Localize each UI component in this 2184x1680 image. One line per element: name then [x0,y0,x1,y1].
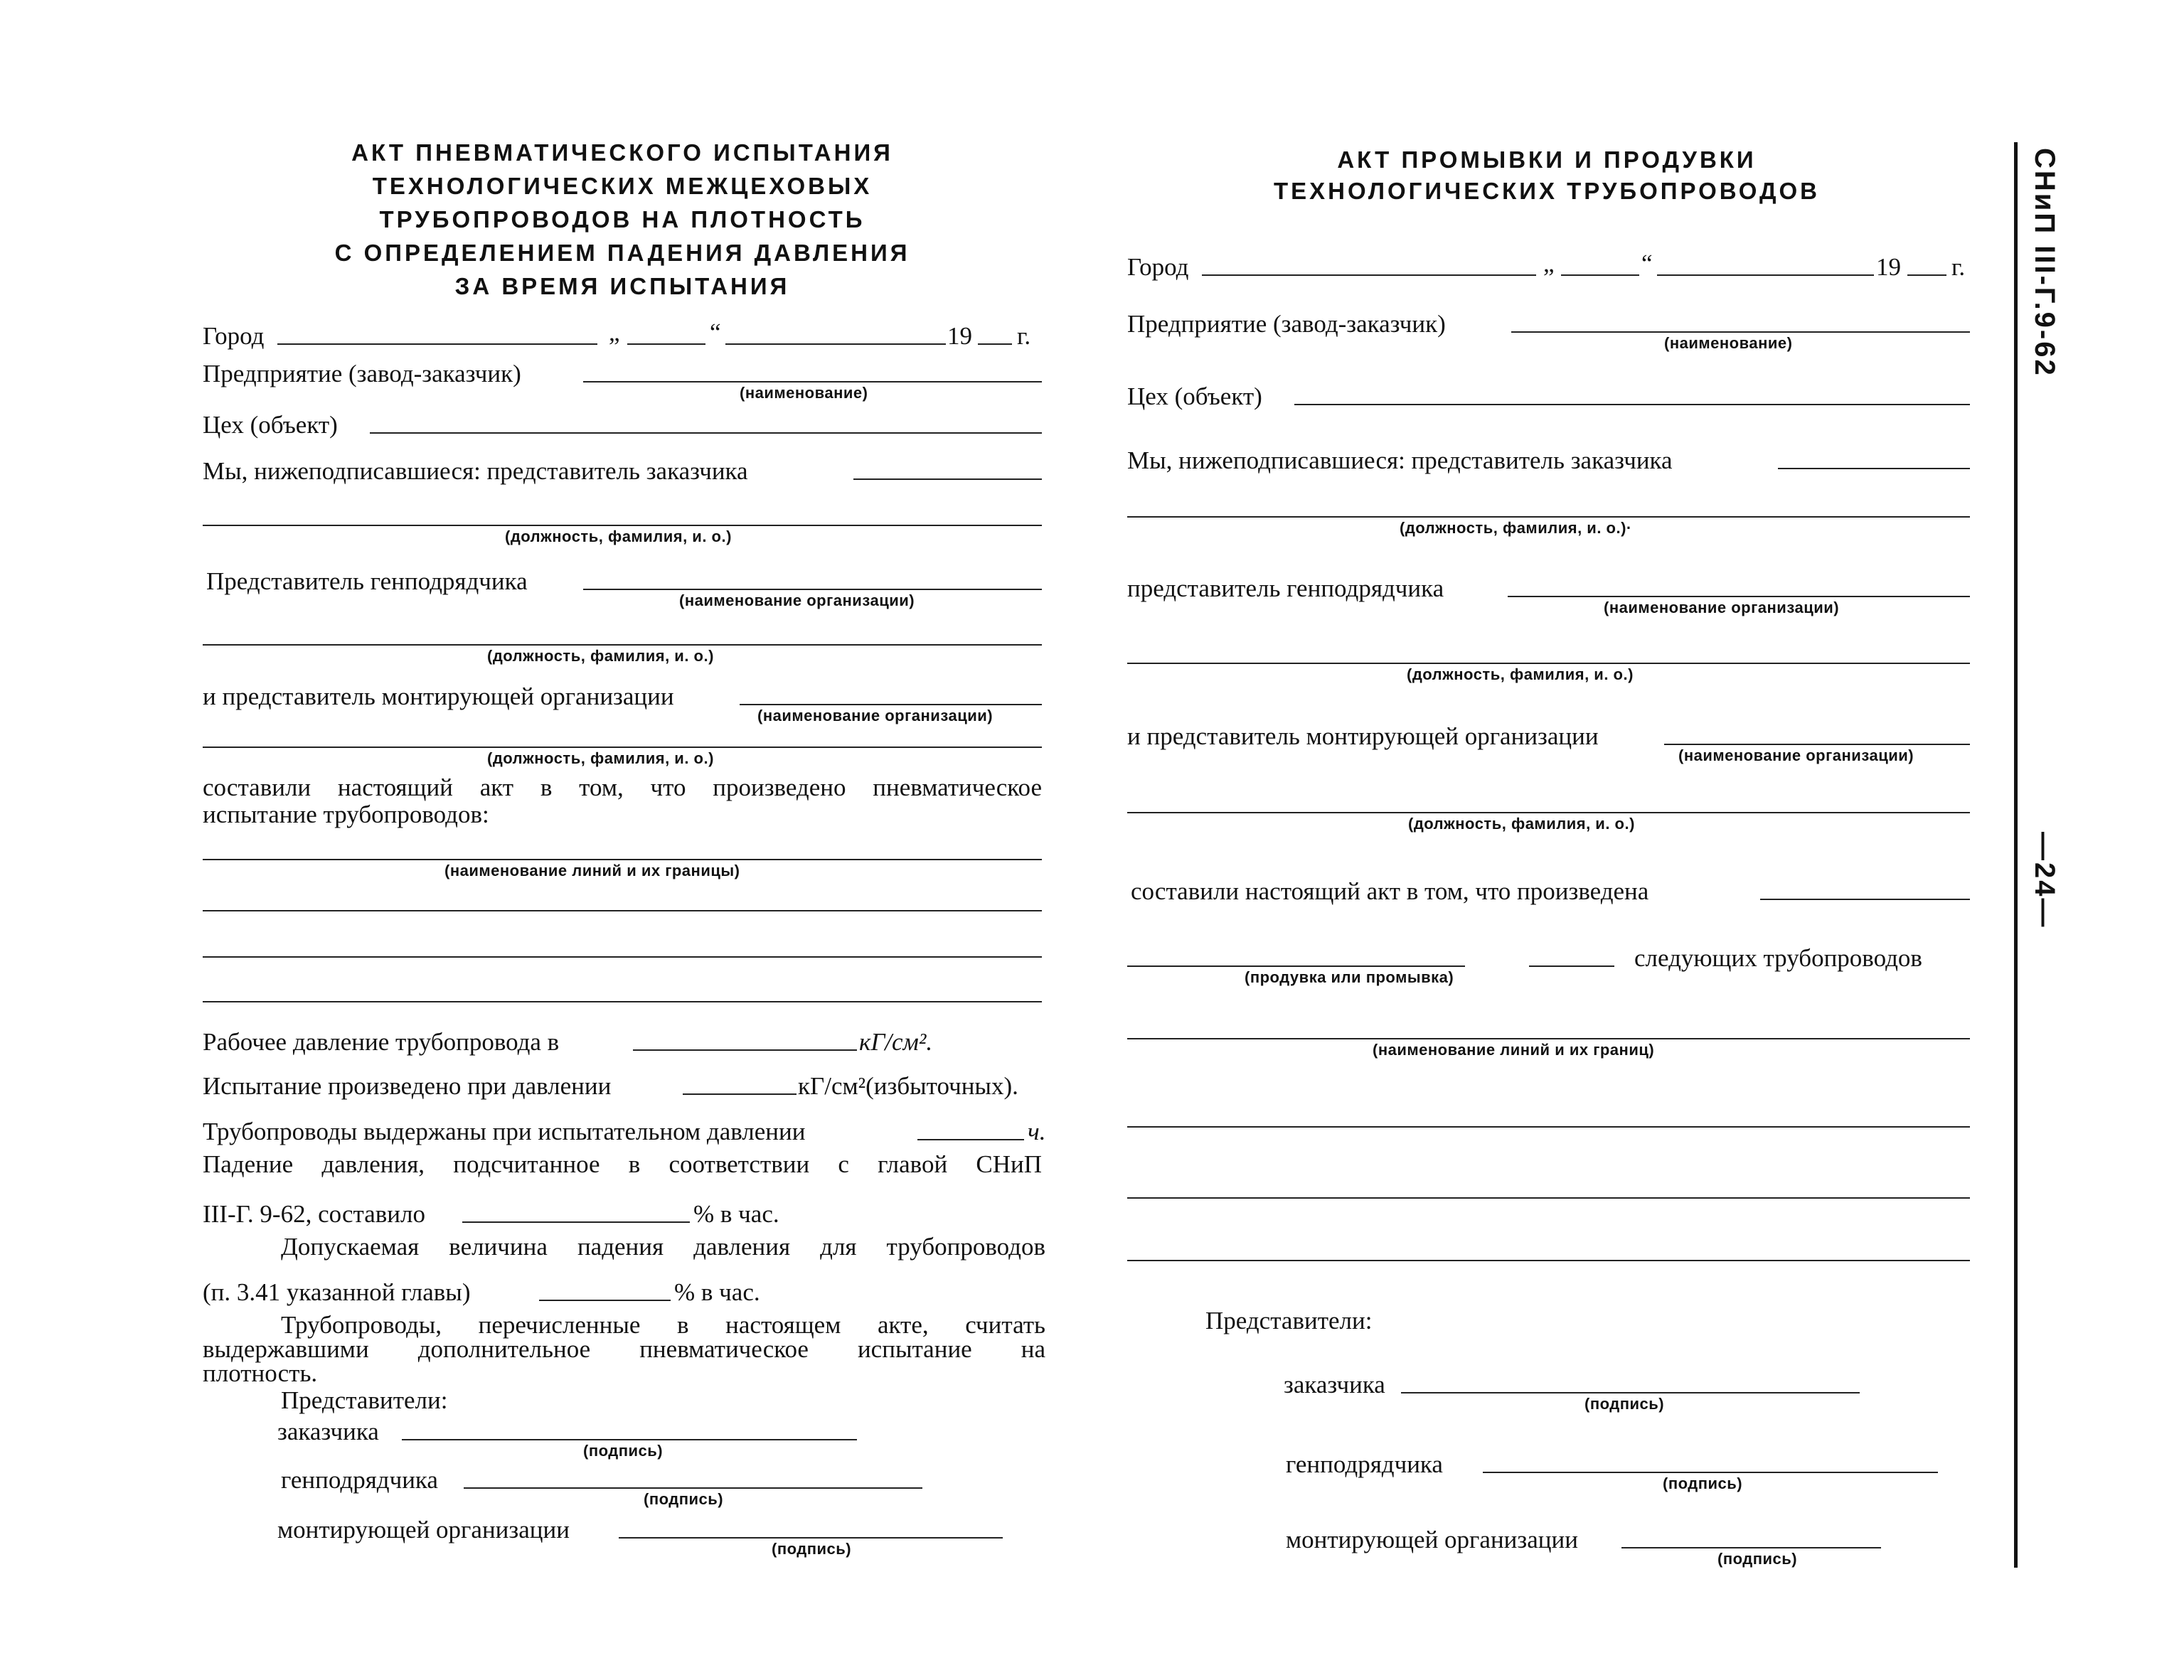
left-reps-label: Представители: [281,1386,448,1414]
right-enterprise-label: Предприятие (завод-заказчик) [1127,310,1446,338]
left-customer-sign-caption: (подпись) [583,1442,664,1460]
right-month-field[interactable] [1657,274,1874,276]
right-day-field[interactable] [1561,274,1639,276]
right-gencontractor-position-field[interactable] [1127,663,1970,664]
left-test-pressure-field[interactable] [683,1093,797,1095]
right-composed-field[interactable] [1760,899,1970,900]
left-gencontractor-org-caption: (наименование организации) [679,592,915,609]
left-test-pressure-unit: кГ/см²(избыточных). [798,1072,1018,1100]
left-quote-open: „ [609,319,620,346]
right-enterprise-field[interactable] [1511,331,1970,333]
left-gencontractor-position-field[interactable] [203,644,1042,646]
left-quote-close: “ [710,319,721,346]
left-title-line-4: С ОПРЕДЕЛЕНИЕМ ПАДЕНИЯ ДАВЛЕНИЯ [334,240,910,266]
left-customer-sign-field[interactable] [402,1439,857,1440]
left-we-label: Мы, нижеподписавшиеся: представитель заказчика [203,457,748,485]
right-customer-sign-caption: (подпись) [1584,1395,1665,1413]
left-gencontractor-label: Представитель генподрядчика [206,567,528,595]
right-customer-position-caption: (должность, фамилия, и. о.)· [1400,519,1632,537]
left-title-line-3: ТРУБОПРОВОДОВ НА ПЛОТНОСТЬ [379,206,865,232]
left-enterprise-label: Предприятие (завод-заказчик) [203,360,521,387]
left-conclusion-3: плотность. [203,1359,318,1387]
left-customer-position-caption: (должность, фамилия, и. о.) [505,528,732,545]
left-title-line-1: АКТ ПНЕВМАТИЧЕСКОГО ИСПЫТАНИЯ [351,139,893,166]
left-drop-label-2: III-Г. 9-62, составило [203,1200,425,1228]
left-lines-field-1[interactable] [203,859,1042,860]
right-gencontractor-org-field[interactable] [1508,596,1970,597]
left-mount-sign-caption: (подпись) [772,1540,852,1558]
right-gen-sign-caption: (подпись) [1663,1475,1743,1492]
right-gencontractor-position-caption: (должность, фамилия, и. о.) [1407,665,1634,683]
left-lines-field-4[interactable] [203,1001,1042,1002]
right-title-line-2: ТЕХНОЛОГИЧЕСКИХ ТРУБОПРОВОДОВ [1273,178,1821,204]
right-customer-sign-label: заказчика [1284,1371,1385,1398]
left-gen-sign-label: генподрядчика [281,1466,438,1494]
left-mounting-position-field[interactable] [203,747,1042,748]
right-lines-field-3[interactable] [1127,1197,1970,1199]
left-per-hour-2: % в час. [674,1278,760,1306]
left-work-pressure-unit: кГ/см². [859,1028,933,1056]
left-gencontractor-org-field[interactable] [583,589,1042,590]
right-mounting-position-field[interactable] [1127,812,1970,813]
right-city-label: Город [1127,253,1189,281]
right-mounting-org-caption: (наименование организации) [1678,747,1914,764]
left-work-pressure-field[interactable] [633,1049,857,1051]
left-mount-sign-label: монтирующей организации [277,1516,570,1543]
right-blow-field-b[interactable] [1529,965,1614,967]
right-gencontractor-label: представитель генподрядчика [1127,574,1444,602]
left-title-line-2: ТЕХНОЛОГИЧЕСКИХ МЕЖЦЕХОВЫХ [372,173,873,199]
left-enterprise-caption: (наименование) [740,384,868,402]
left-year-field[interactable] [978,343,1012,345]
left-allowed-label: Допускаемая величина падения давления для трубопроводов [281,1233,1045,1261]
left-drop-field[interactable] [462,1221,690,1223]
left-conclusion-1: Трубопроводы, перечисленные в настоящем акте, считать [281,1311,1045,1339]
left-lines-field-2[interactable] [203,910,1042,911]
left-mounting-org-field[interactable] [740,704,1042,705]
left-lines-field-3[interactable] [203,956,1042,958]
right-mounting-position-caption: (должность, фамилия, и. о.) [1408,815,1635,833]
left-customer-sign-label: заказчика [277,1418,379,1445]
left-composed-text: составили настоящий акт в том, что произведено пневматическое [203,774,1042,801]
left-mounting-label: и представитель монтирующей организации [203,683,674,710]
left-shop-label: Цех (объект) [203,411,338,439]
right-customer-rep-field[interactable] [1778,468,1970,469]
right-lines-field-4[interactable] [1127,1260,1970,1261]
left-enterprise-field[interactable] [583,381,1042,382]
left-lines-caption: (наименование линий и их границы) [444,862,740,879]
right-lines-field-1[interactable] [1127,1038,1970,1039]
left-city-field[interactable] [277,343,597,345]
right-mounting-label: и представитель монтирующей организации [1127,722,1599,750]
left-month-field[interactable] [725,343,946,345]
margin-rule [2014,142,2018,1568]
left-drop-label: Падение давления, подсчитанное в соответствии с главой СНиП [203,1150,1042,1178]
right-mount-sign-field[interactable] [1621,1547,1881,1548]
left-day-field[interactable] [627,343,705,345]
right-customer-sign-field[interactable] [1401,1392,1860,1393]
right-enterprise-caption: (наименование) [1664,334,1793,352]
margin-code: СНиП III-Г.9-62 [2029,148,2060,378]
right-shop-label: Цех (объект) [1127,382,1262,410]
right-customer-position-field[interactable] [1127,516,1970,518]
left-gencontractor-position-caption: (должность, фамилия, и. о.) [487,647,714,665]
right-quote-open: „ [1543,250,1555,277]
left-conclusion-2: выдержавшими дополнительное пневматическое испытание на [203,1335,1045,1363]
right-year-suffix: г. [1951,253,1966,281]
left-allowed-label-2: (п. 3.41 указанной главы) [203,1278,471,1306]
left-year-prefix: 19 [947,322,972,350]
left-mounting-position-caption: (должность, фамилия, и. о.) [487,749,714,767]
right-mounting-org-field[interactable] [1664,744,1970,745]
right-year-field[interactable] [1907,274,1946,276]
left-per-hour-1: % в час. [693,1200,779,1228]
left-held-unit: ч. [1028,1118,1046,1145]
left-shop-field[interactable] [370,432,1042,434]
left-customer-rep-field[interactable] [853,478,1042,480]
right-year-prefix: 19 [1876,253,1901,281]
left-year-suffix: г. [1017,322,1031,350]
right-quote-close: “ [1641,250,1653,277]
right-shop-field[interactable] [1294,404,1970,405]
left-gen-sign-caption: (подпись) [644,1490,724,1508]
right-we-label: Мы, нижеподписавшиеся: представитель заказчика [1127,446,1673,474]
right-mount-sign-label: монтирующей организации [1286,1526,1578,1553]
right-reps-label: Представители: [1205,1307,1373,1334]
right-blow-field-a[interactable] [1127,965,1465,967]
left-mount-sign-field[interactable] [619,1537,1003,1539]
right-composed-label: составили настоящий акт в том, что произведена [1131,877,1649,905]
left-mounting-org-caption: (наименование организации) [757,707,994,724]
left-held-field[interactable] [917,1139,1024,1140]
left-customer-position-field[interactable] [203,525,1042,526]
left-allowed-field[interactable] [539,1300,671,1301]
left-test-pressure-label: Испытание произведено при давлении [203,1072,612,1100]
right-city-field[interactable] [1202,274,1536,276]
right-gen-sign-field[interactable] [1483,1472,1938,1473]
right-lines-field-2[interactable] [1127,1126,1970,1128]
left-held-label: Трубопроводы выдержаны при испытательном давлении [203,1118,806,1145]
right-gen-sign-label: генподрядчика [1286,1450,1443,1478]
right-blow-caption: (продувка или промывка) [1245,968,1454,986]
right-mount-sign-caption: (подпись) [1717,1550,1798,1568]
right-following-label: следующих трубопроводов [1634,944,1922,972]
right-lines-caption: (наименование линий и их границ) [1373,1041,1655,1059]
right-title-line-1: АКТ ПРОМЫВКИ И ПРОДУВКИ [1337,146,1757,173]
left-city-label: Город [203,322,265,350]
margin-page-number: —24— [2029,832,2060,929]
left-title-line-5: ЗА ВРЕМЯ ИСПЫТАНИЯ [454,273,790,299]
left-work-pressure-label: Рабочее давление трубопровода в [203,1028,560,1056]
left-composed-text-2: испытание трубопроводов: [203,801,489,828]
left-gen-sign-field[interactable] [464,1487,922,1489]
right-gencontractor-org-caption: (наименование организации) [1604,599,1840,616]
